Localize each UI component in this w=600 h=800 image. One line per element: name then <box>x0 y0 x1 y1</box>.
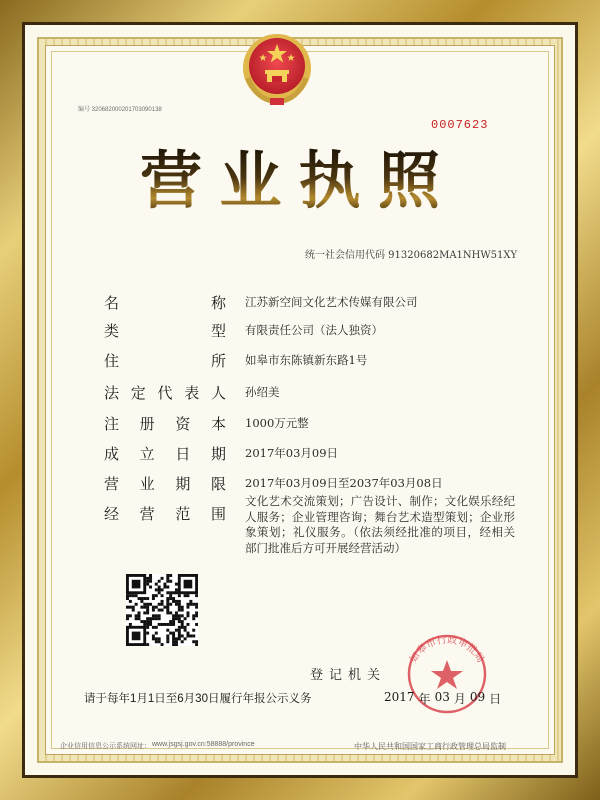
field-value: 有限责任公司（法人独资） <box>245 323 383 337</box>
registration-authority: 登记机关 <box>310 668 387 683</box>
field-value: 孙绍美 <box>245 385 280 399</box>
issue-day: 09 <box>469 690 486 704</box>
footer-supervisor: 中华人民共和国国家工商行政管理总局监制 <box>354 742 506 751</box>
issue-day-unit: 日 <box>489 692 502 706</box>
title-char: 业 <box>219 144 282 217</box>
field-label: 营 业 期 限 <box>104 475 226 493</box>
title-char: 执 <box>298 144 361 217</box>
field-value: 江苏新空间文化艺术传媒有限公司 <box>245 295 418 309</box>
document-number: 编号 320682000201703090138 <box>78 107 162 113</box>
national-emblem-icon <box>236 28 318 110</box>
title-char: 营 <box>140 144 203 217</box>
issue-year: 2017 <box>384 690 415 704</box>
field-label: 经 营 范 围 <box>104 505 226 523</box>
serial-number: 0007623 <box>431 118 489 132</box>
issue-year-unit: 年 <box>418 692 431 706</box>
title-char: 照 <box>377 144 440 217</box>
field-value: 2017年03月09日至2037年03月08日 <box>245 476 443 490</box>
issue-month: 03 <box>434 690 450 704</box>
field-value: 2017年03月09日 <box>245 446 339 460</box>
issue-month-unit: 月 <box>453 692 466 706</box>
field-label: 注 册 资 本 <box>104 415 226 433</box>
field-label: 住 所 <box>104 352 226 370</box>
page-title <box>140 146 440 216</box>
field-value: 如皋市东陈镇新东路1号 <box>245 353 368 367</box>
field-label: 成 立 日 期 <box>104 445 226 463</box>
field-value: 1000万元整 <box>245 416 309 430</box>
annual-report-notice: 请于每年1月1日至6月30日履行年报公示义务 <box>84 693 312 705</box>
field-label: 法 定 代 表 人 <box>104 384 226 402</box>
qr-code-icon[interactable] <box>126 574 198 646</box>
footer-system-label: 企业信用信息公示系统网址： <box>60 743 151 750</box>
seal-text: 如皋市行政审批局 <box>408 634 486 665</box>
credit-code: 统一社会信用代码 91320682MA1NHW51XY <box>305 250 518 261</box>
field-label: 名 称 <box>104 294 226 312</box>
svg-text:如皋市行政审批局 <box>406 633 486 665</box>
business-scope: 文化艺术交流策划；广告设计、制作；文化娱乐经纪人服务；企业管理咨询；舞台艺术造型策划；企业形象策划；礼仪服务。（依法须经批准的项目，经相关部门批准后方可开展经营活动） <box>245 494 515 555</box>
field-label: 类 型 <box>104 322 226 340</box>
issue-date <box>384 690 501 707</box>
footer-url[interactable]: www.jsgsj.gov.cn:58888/province <box>152 741 255 748</box>
